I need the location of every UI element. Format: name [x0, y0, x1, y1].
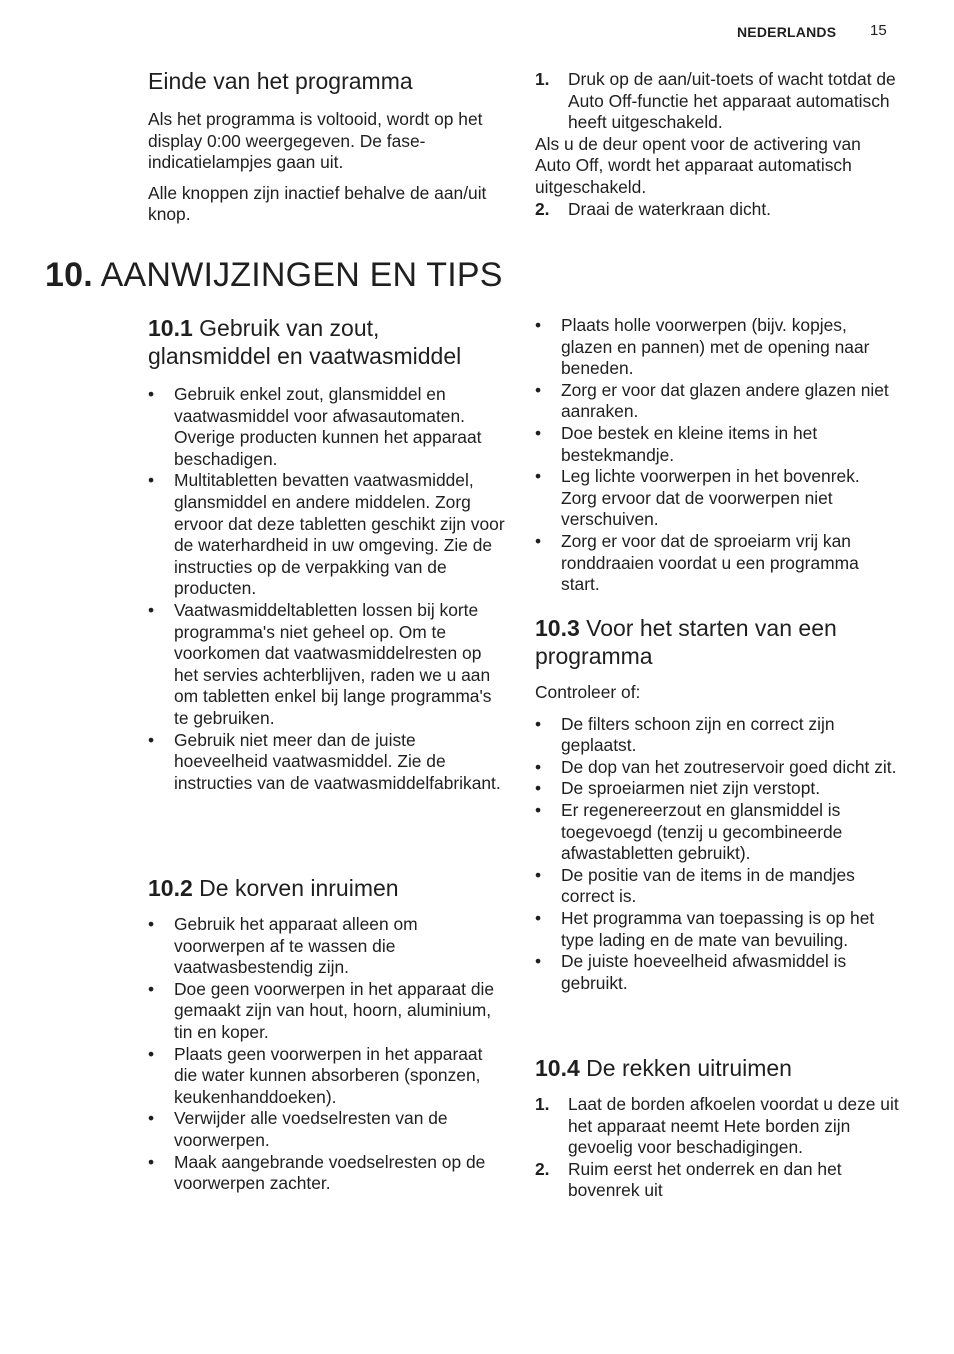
list-item: • Doe bestek en kleine items in het bestekmandje. [535, 423, 900, 466]
list-item: • De dop van het zoutreservoir goed dicht zit. [535, 757, 900, 779]
end-program-paragraph-1: Als het programma is voltooid, wordt op het display 0:00 weergegeven. De fase-indicatielampjes gaan uit. [148, 109, 483, 173]
section-10-2-list [148, 914, 508, 1195]
section-10-3 [535, 614, 900, 994]
list-item: • Het programma van toepassing is op het type lading en de mate van bevuiling. [535, 908, 900, 951]
chapter-number: 10. [45, 256, 93, 294]
auto-off-section [535, 69, 900, 220]
section-10-3-intro: Controleer of: [535, 682, 641, 702]
section-number: 10.2 [148, 875, 193, 901]
section-10-4 [535, 1054, 900, 1202]
section-10-1-list [148, 384, 508, 794]
step-text: Laat de borden afkoelen voordat u deze uit het apparaat neemt Hete borden zijn gevoelig voor beschadigingen. [568, 1094, 899, 1158]
list-item: • Er regenereerzout en glansmiddel is toegevoegd (tenzij u gecombineerde afwastabletten gebruikt). [535, 800, 900, 865]
end-program-title: Einde van het programma [148, 68, 413, 94]
section-title-line-2: glansmiddel en vaatwasmiddel [148, 343, 462, 369]
auto-off-step-2 [535, 199, 900, 221]
section-10-1 [148, 314, 508, 794]
section-10-2 [148, 874, 508, 1195]
unload-step-2 [535, 1159, 900, 1202]
section-10-3-title [535, 614, 900, 670]
section-title-line-1: Gebruik van zout, [199, 315, 380, 341]
list-item: • Plaats geen voorwerpen in het apparaat die water kunnen absorberen (sponzen, keukenhanddoeken). [148, 1044, 508, 1109]
list-item: • Leg lichte voorwerpen in het bovenrek. Zorg ervoor dat de voorwerpen niet verschuiven. [535, 466, 900, 531]
section-title: De korven inruimen [199, 875, 399, 901]
step-text: Draai de waterkraan dicht. [568, 198, 771, 219]
section-10-4-steps [535, 1094, 900, 1202]
list-item: • De filters schoon zijn en correct zijn geplaatst. [535, 714, 900, 757]
chapter-heading [45, 256, 503, 295]
list-item: • Zorg er voor dat de sproeiarm vrij kan ronddraaien voordat u een programma start. [535, 531, 900, 596]
list-item: • Maak aangebrande voedselresten op de voorwerpen zachter. [148, 1152, 508, 1195]
unload-step-1 [535, 1094, 900, 1159]
list-item: • Gebruik niet meer dan de juiste hoeveelheid vaatwasmiddel. Zie de instructies van de vaatwasmiddelfabrikant. [148, 730, 508, 795]
list-item: • Gebruik enkel zout, glansmiddel en vaatwasmiddel voor afwasautomaten. Overige producten kunnen het apparaat beschadigen. [148, 384, 508, 470]
header-language: NEDERLANDS [737, 24, 837, 40]
step-number: 1. [535, 1094, 550, 1114]
section-title-line-1: Voor het starten van een [586, 615, 837, 641]
auto-off-step-1 [535, 69, 900, 134]
list-item: • De positie van de items in de mandjes correct is. [535, 865, 900, 908]
list-item: • De sproeiarmen niet zijn verstopt. [535, 778, 900, 800]
list-item: • Verwijder alle voedselresten van de voorwerpen. [148, 1108, 508, 1151]
section-10-4-title [535, 1054, 900, 1082]
section-10-2-continued [535, 315, 900, 596]
step-number: 2. [535, 1158, 550, 1179]
section-number: 10.4 [535, 1055, 580, 1081]
end-program-section [148, 67, 508, 226]
end-program-paragraph-2: Alle knoppen zijn inactief behalve de aan/uit knop. [148, 182, 487, 225]
section-10-3-list [535, 714, 900, 995]
list-item: • Gebruik het apparaat alleen om voorwerpen af te wassen die vaatwasbestendig zijn. [148, 914, 508, 979]
list-item: • Plaats holle voorwerpen (bijv. kopjes, glazen en pannen) met de opening naar beneden. [535, 315, 900, 380]
section-10-2-list-cont [535, 315, 900, 596]
section-title: De rekken uitruimen [586, 1055, 792, 1081]
section-number: 10.1 [148, 315, 193, 341]
auto-off-steps [535, 69, 900, 134]
page-number: 15 [870, 22, 887, 39]
step-number: 1. [535, 69, 550, 89]
list-item: • Doe geen voorwerpen in het apparaat die gemaakt zijn van hout, hoorn, aluminium, tin en koper. [148, 979, 508, 1044]
auto-off-steps-cont [535, 199, 900, 221]
list-item: • Multitabletten bevatten vaatwasmiddel, glansmiddel en andere middelen. Zorg ervoor dat deze tabletten geschikt zijn voor de waterhardheid in uw omgeving. Zie de instructies op de verpakking van de producten. [148, 470, 508, 600]
section-number: 10.3 [535, 615, 580, 641]
list-item: • De juiste hoeveelheid afwasmiddel is gebruikt. [535, 951, 900, 994]
section-title-line-2: programma [535, 643, 653, 669]
section-10-2-title [148, 874, 508, 902]
step-text: Druk op de aan/uit-toets of wacht totdat de Auto Off-functie het apparaat automatisch heeft uitgeschakeld. [568, 69, 896, 133]
step-text: Ruim eerst het onderrek en dan het bovenrek uit [568, 1158, 842, 1201]
section-10-1-title [148, 314, 508, 370]
list-item: • Vaatwasmiddeltabletten lossen bij korte programma's niet geheel op. Om te voorkomen dat vaatwasmiddelresten op het servies achterblijven, raden we u aan om tabletten enkel bij lange programma's te gebruiken. [148, 600, 508, 730]
list-item: • Zorg er voor dat glazen andere glazen niet aanraken. [535, 380, 900, 423]
auto-off-note: Als u de deur opent voor de activering van Auto Off, wordt het apparaat automatisch uitgeschakeld. [535, 133, 861, 197]
step-number: 2. [535, 198, 550, 219]
chapter-title: AANWIJZINGEN EN TIPS [100, 256, 503, 294]
